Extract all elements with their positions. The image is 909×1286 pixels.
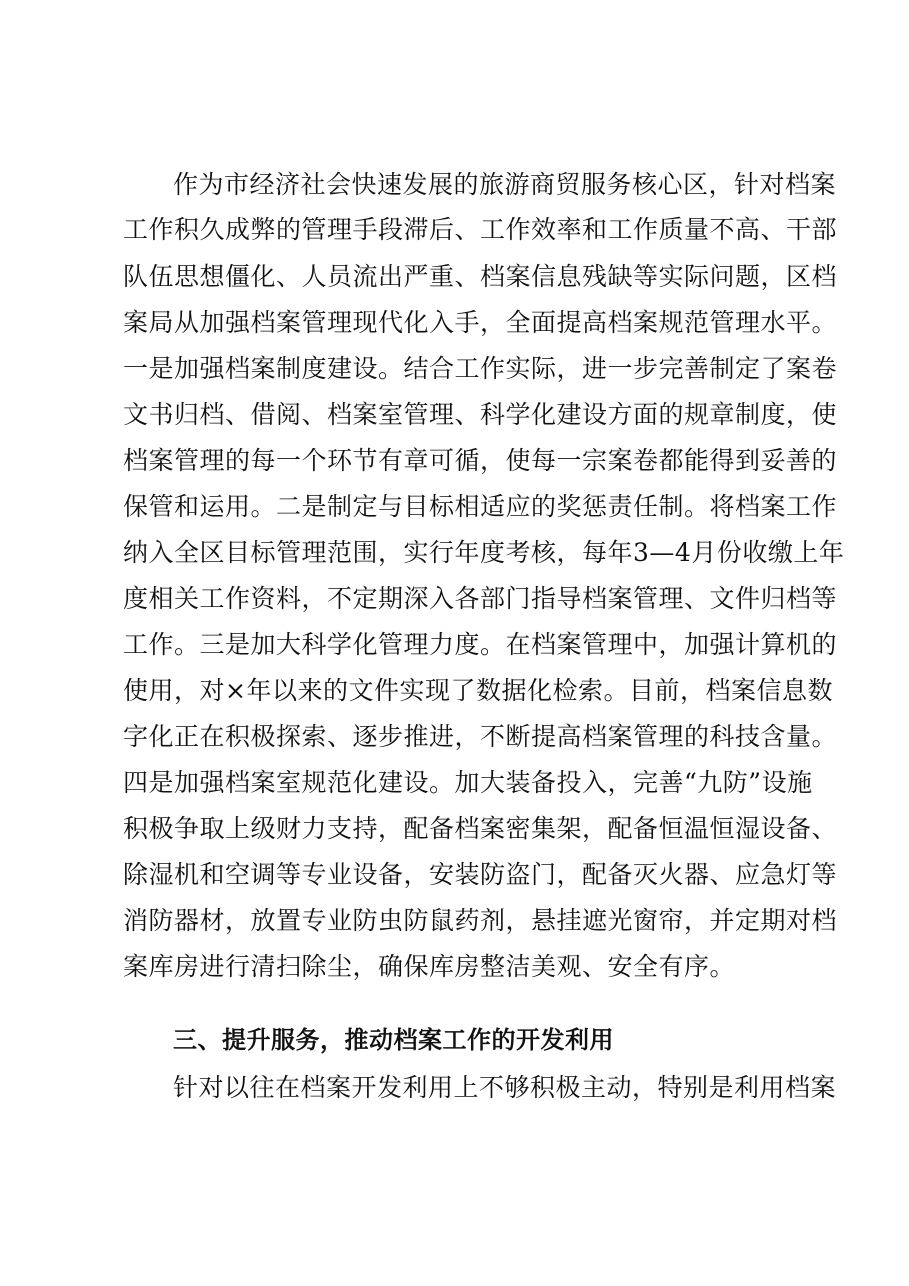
paragraph-line: 针对以往在档案开发利用上不够积极主动，特别是利用档案 — [173, 1073, 837, 1102]
paragraph-line: 队伍思想僵化、人员流出严重、档案信息残缺等实际问题，区档 — [123, 262, 838, 291]
paragraph-line: 档案管理的每一个环节有章可循，使每一宗案卷都能得到妥善的 — [123, 446, 838, 475]
paragraph-line: 案库房进行清扫除尘，确保库房整洁美观、安全有序。 — [123, 952, 736, 981]
paragraph-line: 案局从加强档案管理现代化入手，全面提高档案规范管理水平。 — [123, 308, 838, 337]
paragraph-line: 四是加强档案室规范化建设。加大装备投入，完善“九防”设施 — [123, 768, 813, 797]
paragraph-line: 工作积久成弊的管理手段滞后、工作效率和工作质量不高、干部 — [123, 215, 838, 244]
paragraph-line: 一是加强档案制度建设。结合工作实际，进一步完善制定了案卷 — [123, 354, 838, 383]
paragraph-line: 使用，对×年以来的文件实现了数据化检索。目前，档案信息数 — [123, 676, 833, 705]
section-heading: 三、提升服务，推动档案工作的开发利用 — [173, 1026, 614, 1054]
paragraph-line: 除湿机和空调等专业设备，安装防盗门，配备灭火器、应急灯等 — [123, 860, 838, 889]
paragraph-line: 积极争取上级财力支持，配备档案密集架，配备恒温恒湿设备、 — [123, 814, 838, 843]
paragraph-line: 文书归档、借阅、档案室管理、科学化建设方面的规章制度，使 — [123, 400, 838, 429]
paragraph-line: 字化正在积极探索、逐步推进，不断提高档案管理的科技含量。 — [123, 722, 838, 751]
paragraph-line: 度相关工作资料，不定期深入各部门指导档案管理、文件归档等 — [123, 584, 838, 613]
paragraph-line: 消防器材，放置专业防虫防鼠药剂，悬挂遮光窗帘，并定期对档 — [123, 906, 838, 935]
paragraph-line: 保管和运用。二是制定与目标相适应的奖惩责任制。将档案工作 — [123, 492, 838, 521]
paragraph-line: 工作。三是加大科学化管理力度。在档案管理中，加强计算机的 — [123, 630, 838, 659]
paragraph-line: 纳入全区目标管理范围，实行年度考核，每年3—4月份收缴上年 — [123, 538, 845, 567]
paragraph-line: 作为市经济社会快速发展的旅游商贸服务核心区，针对档案 — [173, 170, 837, 199]
